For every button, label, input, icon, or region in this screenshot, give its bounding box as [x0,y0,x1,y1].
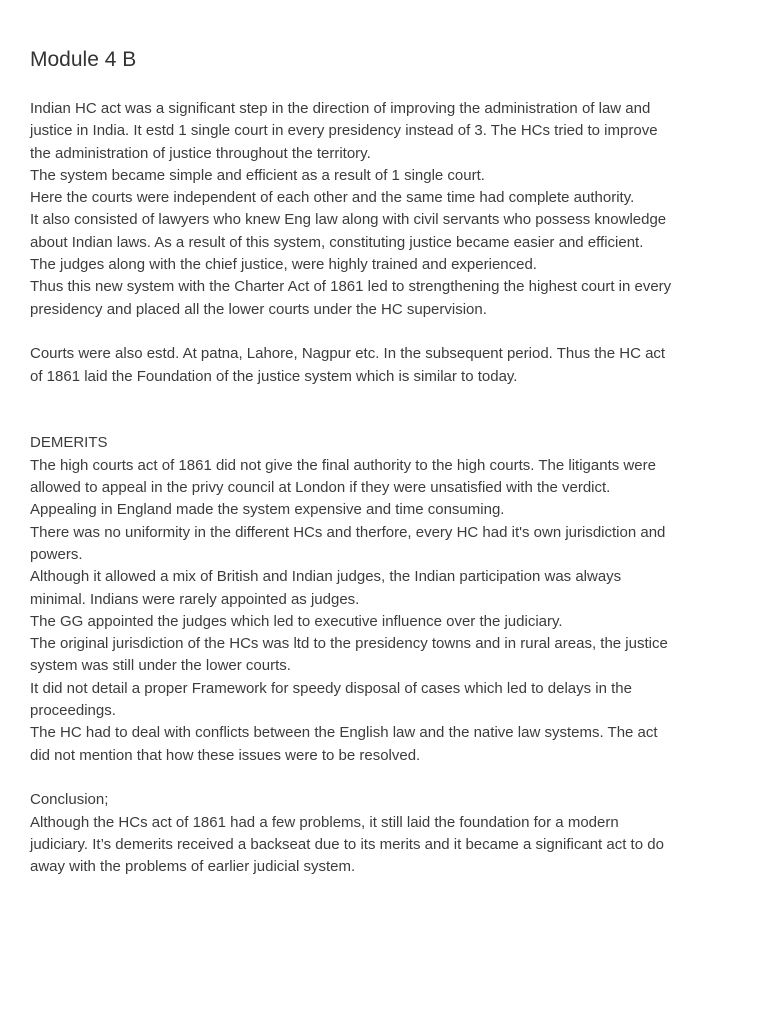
paragraph-courts [30,343,738,388]
text-line: The judges along with the chief justice, were highly trained and experienced. [30,256,537,274]
text-line: Appealing in England made the system expensive and time consuming. [30,501,505,519]
text-line: The high courts act of 1861 did not give the final authority to the high courts. The litigants were [30,456,656,474]
text-line: system was still under the lower courts. [30,657,291,675]
text-line: The original jurisdiction of the HCs was ltd to the presidency towns and in rural areas, the justice [30,635,668,653]
section-heading-demerits: DEMERITS [30,434,108,452]
text-line: the administration of justice throughout the territory. [30,144,371,162]
text-line: It also consisted of lawyers who knew Eng law along with civil servants who possess knowledge [30,211,667,229]
text-line: The GG appointed the judges which led to executive influence over the judiciary. [30,612,563,630]
text-line: It did not detail a proper Framework for speedy disposal of cases which led to delays in the [30,679,632,697]
text-line: Although the HCs act of 1861 had a few problems, it still laid the foundation for a modern [30,813,619,831]
text-line: Thus this new system with the Charter Act of 1861 led to strengthening the highest court in every [30,278,672,296]
text-line: did not mention that how these issues were to be resolved. [30,746,421,764]
text-line: minimal. Indians were rarely appointed as judges. [30,590,360,608]
text-line: Indian HC act was a significant step in the direction of improving the administration of law and [30,100,651,117]
text-line: Here the courts were independent of each other and the same time had complete authority. [30,189,635,207]
text-line: The HC had to deal with conflicts between the English law and the native law systems. The act [30,724,658,742]
text-line: justice in India. It estd 1 single court in every presidency instead of 3. The HCs tried to improve [30,122,658,140]
page-title: Module 4 B [30,48,137,71]
text-line: about Indian laws. As a result of this system, constituting justice became easier and efficient. [30,233,644,251]
text-line: powers. [30,545,83,563]
blank-line [30,321,738,343]
paragraph-demerits [30,432,738,766]
text-line: There was no uniformity in the different HCs and therfore, every HC had it's own jurisdiction and [30,523,666,541]
note-body [30,98,738,878]
text-line: allowed to appeal in the privy council at London if they were unsatisfied with the verdict. [30,479,611,497]
text-line: proceedings. [30,702,116,720]
text-line: Although it allowed a mix of British and Indian judges, the Indian participation was always [30,568,622,586]
text-line: presidency and placed all the lower courts under the HC supervision. [30,300,487,318]
text-line: The system became simple and efficient as a result of 1 single court. [30,166,485,184]
text-line: Courts were also estd. At patna, Lahore, Nagpur etc. In the subsequent period. Thus the HC act [30,345,666,363]
text-line: judiciary. It’s demerits received a backseat due to its merits and it became a significant act to do [30,835,664,853]
paragraph-conclusion [30,789,738,878]
section-heading-conclusion: Conclusion; [30,791,109,809]
text-line: away with the problems of earlier judicial system. [30,858,356,876]
blank-line [30,388,738,433]
blank-line [30,767,738,789]
paragraph-merits [30,98,738,321]
text-line: of 1861 laid the Foundation of the justice system which is similar to today. [30,367,518,385]
